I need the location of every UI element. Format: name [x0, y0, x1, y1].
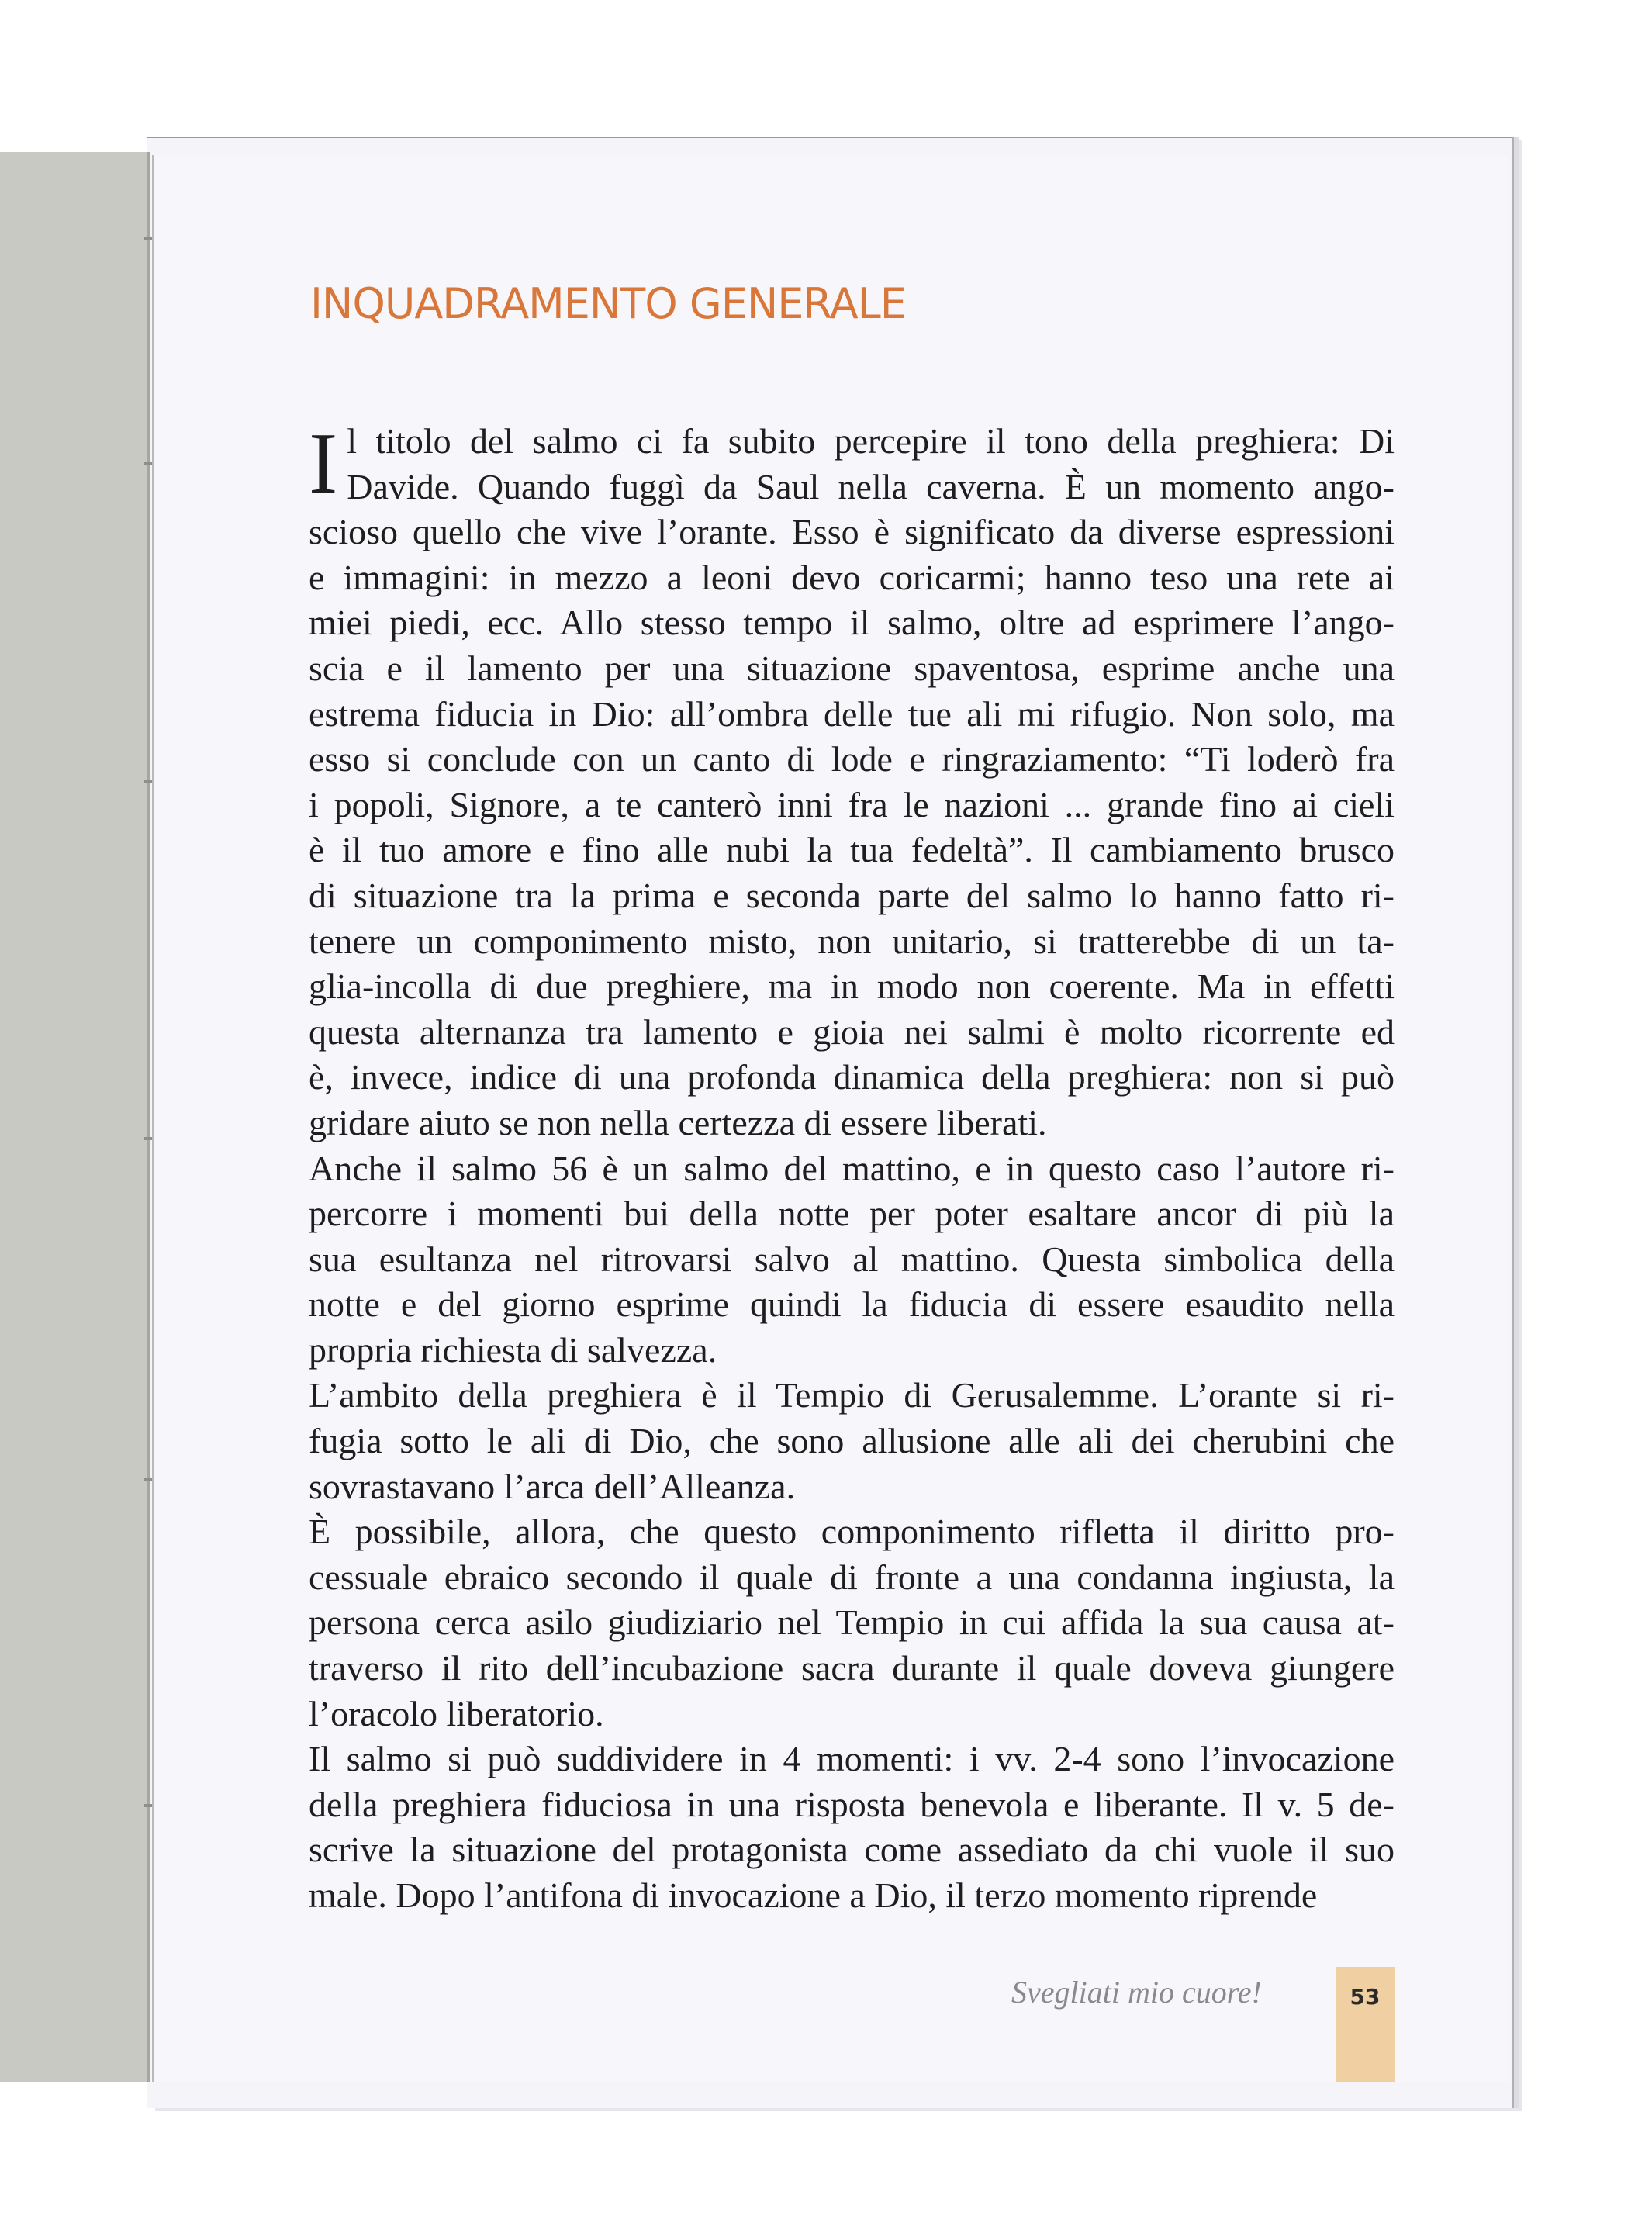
- text-line: della preghiera fiduciosa in una risposta benevola e liberante. Il v. 5 de-: [309, 1784, 1395, 1824]
- drop-cap: I: [309, 416, 338, 512]
- text-line: di situazione tra la prima e seconda parte del salmo lo hanno fatto ri-: [309, 875, 1395, 915]
- text-line: scia e il lamento per una situazione spaventosa, esprime anche una: [309, 648, 1395, 688]
- page-number: 53: [1350, 1984, 1381, 2010]
- text-line: scrive la situazione del protagonista come assediato da chi vuole il suo: [309, 1830, 1395, 1870]
- text-line: esso si conclude con un canto di lode e ringraziamento: “Ti loderò fra: [309, 739, 1395, 779]
- text-line: notte e del giorno esprime quindi la fiducia di essere esaudito nella: [309, 1284, 1395, 1325]
- text-line: Il salmo si può suddividere in 4 momenti: i vv. 2-4 sono l’invocazione: [309, 1739, 1395, 1779]
- text-line: propria richiesta di salvezza.: [309, 1329, 717, 1370]
- text-line: Anche il salmo 56 è un salmo del mattino, e in questo caso l’autore ri-: [309, 1148, 1395, 1188]
- text-line: tenere un componimento misto, non unitario, si tratterebbe di un ta-: [309, 921, 1395, 961]
- text-line: l titolo del salmo ci fa subito percepire il tono della preghiera: Di: [347, 421, 1395, 461]
- text-line: sovrastavano l’arca dell’Alleanza.: [309, 1466, 796, 1506]
- text-line: cessuale ebraico secondo il quale di fronte a una condanna ingiusta, la: [309, 1557, 1395, 1597]
- text-line: i popoli, Signore, a te canterò inni fra le nazioni ... grande fino ai cieli: [309, 784, 1395, 824]
- text-line: persona cerca asilo giudiziario nel Tempio in cui affida la sua causa at-: [309, 1602, 1395, 1643]
- text-line: È possibile, allora, che questo componimento rifletta il diritto pro-: [309, 1512, 1395, 1552]
- text-line: e immagini: in mezzo a leoni devo coricarmi; hanno teso una rete ai: [309, 557, 1395, 597]
- text-line: glia-incolla di due preghiere, ma in modo non coerente. Ma in effetti: [309, 966, 1395, 1007]
- text-line: estrema fiducia in Dio: all’ombra delle tue ali mi rifugio. Non solo, ma: [309, 693, 1395, 734]
- text-line: gridare aiuto se non nella certezza di essere liberati.: [309, 1102, 1047, 1142]
- text-line: questa alternanza tra lamento e gioia nei salmi è molto ricorrente ed: [309, 1011, 1395, 1052]
- page-number-tab: [1336, 1967, 1395, 2082]
- text-line: male. Dopo l’antifona di invocazione a Dio, il terzo momento riprende: [309, 1875, 1318, 1915]
- text-line: miei piedi, ecc. Allo stesso tempo il salmo, oltre ad esprimere l’ango-: [309, 603, 1395, 643]
- body-text: [309, 416, 1395, 1919]
- text-line: percorre i momenti bui della notte per poter esaltare ancor di più la: [309, 1194, 1395, 1234]
- text-line: è, invece, indice di una profonda dinamica della preghiera: non si può: [309, 1057, 1395, 1097]
- text-line: scioso quello che vive l’orante. Esso è significato da diverse espressioni: [309, 512, 1395, 552]
- section-heading: INQUADRAMENTO GENERALE: [310, 279, 906, 328]
- text-line: sua esultanza nel ritrovarsi salvo al mattino. Questa simbolica della: [309, 1239, 1395, 1279]
- text-line: Davide. Quando fuggì da Saul nella caverna. È un momento ango-: [347, 466, 1395, 506]
- text-line: traverso il rito dell’incubazione sacra durante il quale doveva giungere: [309, 1648, 1395, 1688]
- text-line: fugia sotto le ali di Dio, che sono allusione alle ali dei cherubini che: [309, 1421, 1395, 1461]
- text-line: l’oracolo liberatorio.: [309, 1693, 604, 1733]
- binding-spine: [0, 152, 150, 2082]
- running-title: Svegliati mio cuore!: [1011, 1975, 1262, 2010]
- text-line: L’ambito della preghiera è il Tempio di Gerusalemme. L’orante si ri-: [309, 1375, 1395, 1415]
- text-line: è il tuo amore e fino alle nubi la tua fedeltà”. Il cambiamento brusco: [309, 830, 1395, 870]
